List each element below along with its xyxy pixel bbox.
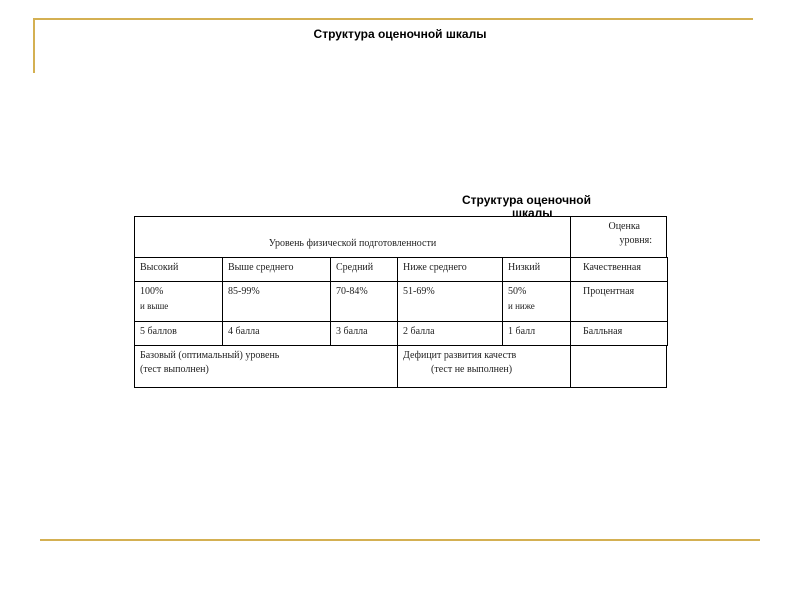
slide-title: Структура оценочной шкалы — [313, 27, 487, 41]
level-cell-line1: Низкий — [508, 262, 541, 273]
empty-cell — [570, 345, 667, 388]
percent-cell — [222, 281, 331, 322]
percent-cell-line1: 85-99% — [228, 286, 260, 297]
level-cell-line1: Ниже среднего — [403, 262, 467, 273]
base-line1: Базовый (оптимальный) уровень — [140, 350, 280, 361]
percent-cell — [397, 281, 503, 322]
deficit-cell — [397, 345, 571, 388]
level-cell — [134, 257, 223, 282]
level-cell-line1: Высокий — [140, 262, 179, 273]
header-eval-line1: Оценка — [608, 221, 640, 232]
points-cell-line1: 4 балла — [228, 326, 260, 337]
points-cell-line1: 1 балл — [508, 326, 536, 337]
points-cell — [134, 321, 223, 346]
table-caption-line1: Структура оценочной — [462, 193, 592, 207]
bottom-rule — [40, 539, 760, 541]
level-cell-line1: Выше среднего — [228, 262, 294, 273]
level-cell — [330, 257, 398, 282]
percent-cell-line2: и выше — [140, 301, 169, 311]
points-cell — [222, 321, 331, 346]
base-line2: (тест выполнен) — [140, 364, 209, 375]
level-cell — [502, 257, 571, 282]
points-cell-line1: 3 балла — [336, 326, 368, 337]
points-cell — [502, 321, 571, 346]
level-cell-line1: Средний — [336, 262, 374, 273]
top-rule — [33, 18, 753, 20]
points-cell — [570, 321, 668, 346]
percent-cell — [502, 281, 571, 322]
level-cell-line1: Качественная — [583, 262, 641, 273]
level-cell — [397, 257, 503, 282]
percent-cell-line1: 50% — [508, 286, 527, 297]
percent-cell — [134, 281, 223, 322]
points-cell-line1: Балльная — [583, 326, 623, 337]
percent-cell-line1: Процентная — [583, 286, 635, 297]
points-cell-line1: 5 баллов — [140, 326, 177, 337]
points-cell — [397, 321, 503, 346]
deficit-line1: Дефицит развития качеств — [403, 350, 517, 361]
percent-cell — [570, 281, 668, 322]
percent-cell — [330, 281, 398, 322]
table-caption-line2: шкалы — [512, 206, 553, 220]
level-cell — [222, 257, 331, 282]
points-cell — [330, 321, 398, 346]
base-level-cell — [134, 345, 398, 388]
percent-cell-line1: 100% — [140, 286, 164, 297]
header-main: Уровень физической подготовленности — [134, 216, 571, 258]
percent-cell-line2: и ниже — [508, 301, 535, 311]
header-eval-line2: уровня: — [619, 235, 652, 246]
percent-cell-line1: 51-69% — [403, 286, 435, 297]
points-cell-line1: 2 балла — [403, 326, 435, 337]
percent-cell-line1: 70-84% — [336, 286, 368, 297]
header-eval — [570, 216, 667, 258]
deficit-line2: (тест не выполнен) — [431, 364, 513, 375]
level-cell — [570, 257, 668, 282]
